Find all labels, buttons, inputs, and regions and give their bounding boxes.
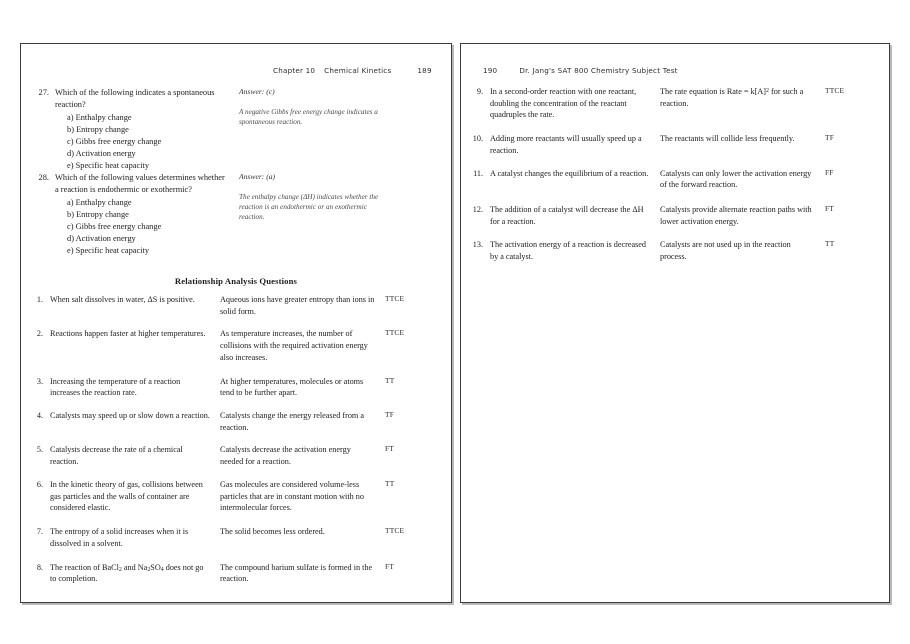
- answer-code: FT: [825, 204, 835, 214]
- answer-option-list: [55, 112, 225, 172]
- table-row: [21, 444, 451, 467]
- statement-ii: Catalysts can only lower the activation energy of the forward reaction.: [660, 168, 812, 190]
- statement-ii: The reactants will collide less frequently.: [660, 134, 795, 144]
- statement-i: Adding more reactants will usually speed up a reaction.: [490, 134, 642, 155]
- statement-i: The addition of a catalyst will decrease the ΔH for a reaction.: [490, 205, 644, 226]
- answer-option[interactable]: c) Gibbs free energy change: [67, 136, 162, 146]
- relationship-analysis-list-right: [461, 86, 889, 263]
- row-number: 7.: [36, 527, 43, 537]
- table-row: [21, 479, 451, 514]
- answer-code: TF: [385, 410, 395, 420]
- row-number: 8.: [36, 562, 43, 572]
- running-head-chapter: Chapter 10: [273, 66, 316, 75]
- answer-label: Answer: (c): [239, 87, 275, 96]
- question-body: [55, 87, 225, 171]
- row-number: 12.: [472, 205, 483, 215]
- answer-option[interactable]: c) Gibbs free energy change: [67, 221, 162, 231]
- statement-ii: The rate equation is Rate = $k[A]^2$ for such a reaction.: [660, 87, 804, 108]
- table-row: [461, 204, 889, 227]
- statement-i: Reactions happen faster at higher temperatures.: [50, 329, 206, 339]
- statement-i: Catalysts decrease the rate of a chemical reaction.: [50, 445, 183, 467]
- row-number: 5.: [36, 445, 43, 455]
- relationship-analysis-list-left: [21, 294, 451, 585]
- table-row: [21, 328, 451, 363]
- answer-code: TT: [825, 239, 835, 249]
- answer-option[interactable]: d) Activation energy: [67, 233, 136, 243]
- statement-i: A catalyst changes the equilibrium of a reaction.: [490, 168, 649, 178]
- running-head-title: Dr. Jang's SAT 800 Chemistry Subject Test: [519, 66, 678, 75]
- table-row: [21, 410, 451, 433]
- table-row: [461, 239, 889, 262]
- answer-code: FT: [385, 444, 395, 454]
- statement-ii: Catalysts decrease the activation energy needed for a reaction.: [220, 445, 351, 467]
- right-page-number: 190: [483, 66, 498, 75]
- answer-option-list: [55, 197, 225, 257]
- left-page: [20, 43, 452, 603]
- answer-code: FT: [385, 561, 395, 571]
- answer-option[interactable]: e) Specific heat capacity: [67, 160, 150, 170]
- table-row: [21, 562, 451, 585]
- answer-code: TT: [385, 478, 395, 488]
- statement-i: The entropy of a solid increases when it is dissolved in a solvent.: [50, 527, 189, 548]
- left-page-number: 189: [417, 66, 432, 75]
- section-heading: Relationship Analysis Questions: [174, 276, 298, 286]
- statement-ii: At higher temperatures, molecules or atoms tend to be further apart.: [220, 376, 364, 398]
- right-page: [460, 43, 890, 603]
- row-number: 10.: [472, 134, 483, 144]
- answer-option[interactable]: d) Activation energy: [67, 148, 136, 158]
- statement-ii: Aqueous ions have greater entropy than ions in solid form.: [220, 295, 375, 316]
- question-number: 27.: [38, 88, 49, 97]
- statement-i: Increasing the temperature of a reaction increases the reaction rate.: [50, 376, 181, 398]
- table-row: [461, 168, 889, 191]
- right-page-running-head: [483, 66, 678, 75]
- statement-ii: As temperature increases, the number of collisions with the required activation energy also increases.: [220, 329, 368, 362]
- row-number: 1.: [36, 295, 43, 304]
- answer-option[interactable]: a) Enthalpy change: [67, 197, 132, 207]
- statement-ii: The solid becomes less ordered.: [220, 527, 325, 537]
- answer-option[interactable]: e) Specific heat capacity: [67, 245, 150, 255]
- table-row: [461, 133, 889, 156]
- statement-i: The activation energy of a reaction is decreased by a catalyst.: [490, 240, 647, 262]
- answer-code: FF: [825, 167, 834, 177]
- statement-ii: Gas molecules are considered volume-less particles that are in constant motion with no intermolecular forces.: [220, 479, 364, 513]
- answer-code: TT: [385, 375, 395, 385]
- statement-i: The reaction of BaCl$_2$ and $Na_2SO_4$ does not go to completion.: [50, 562, 204, 584]
- question-stem: Which of the following values determines whether a reaction is endothermic or exothermic?: [55, 173, 225, 194]
- row-number: 13.: [472, 240, 483, 250]
- table-row: [21, 294, 451, 317]
- answer-code: TTCE: [825, 86, 845, 95]
- answer-option[interactable]: b) Entropy change: [67, 209, 129, 219]
- statement-i: Catalysts may speed up or slow down a reaction.: [50, 411, 210, 421]
- row-number: 2.: [36, 329, 43, 339]
- statement-ii: Catalysts are not used up in the reaction process.: [660, 240, 791, 262]
- question-body: [55, 172, 225, 256]
- statement-ii: Catalysts provide alternate reaction paths with lower activation energy.: [660, 205, 812, 226]
- row-number: 6.: [36, 479, 43, 489]
- statement-i: When salt dissolves in water, ΔS is positive.: [50, 295, 195, 304]
- left-page-running-head: [273, 66, 432, 75]
- running-head-title: Chemical Kinetics: [324, 66, 392, 75]
- multiple-choice-question-27: [21, 87, 451, 171]
- answer-annotation: [239, 172, 379, 222]
- table-row: [21, 376, 451, 399]
- answer-explanation: The enthalpy change (ΔH) indicates whether the reaction is an endothermic or an exothermic reaction.: [239, 192, 379, 222]
- statement-i: In a second-order reaction with one reactant, doubling the concentration of the reactant quadruples the rate.: [490, 87, 637, 120]
- statement-i: In the kinetic theory of gas, collisions between gas particles and the walls of container are considered elastic.: [50, 479, 203, 513]
- row-number: 11.: [473, 168, 483, 178]
- statement-ii: Catalysts change the energy released from a reaction.: [220, 411, 364, 432]
- answer-annotation: [239, 87, 379, 127]
- answer-code: TTCE: [385, 328, 405, 338]
- answer-label: Answer: (a): [239, 172, 276, 181]
- table-row: [461, 86, 889, 121]
- answer-option[interactable]: b) Entropy change: [67, 124, 129, 134]
- table-row: [21, 526, 451, 549]
- answer-option[interactable]: a) Enthalpy change: [67, 112, 132, 122]
- answer-explanation: A negative Gibbs free energy change indicates a spontaneous reaction.: [239, 107, 378, 126]
- answer-code: TF: [825, 133, 835, 143]
- statement-ii: The compound barium sulfate is formed in the reaction.: [220, 562, 373, 584]
- answer-code: TTCE: [385, 294, 405, 303]
- row-number: 4.: [36, 411, 43, 421]
- multiple-choice-question-28: [21, 172, 451, 256]
- row-number: 3.: [36, 376, 43, 386]
- row-number: 9.: [476, 87, 483, 96]
- question-number: 28.: [38, 173, 49, 182]
- answer-code: TTCE: [385, 526, 405, 536]
- question-stem: Which of the following indicates a spontaneous reaction?: [55, 88, 215, 109]
